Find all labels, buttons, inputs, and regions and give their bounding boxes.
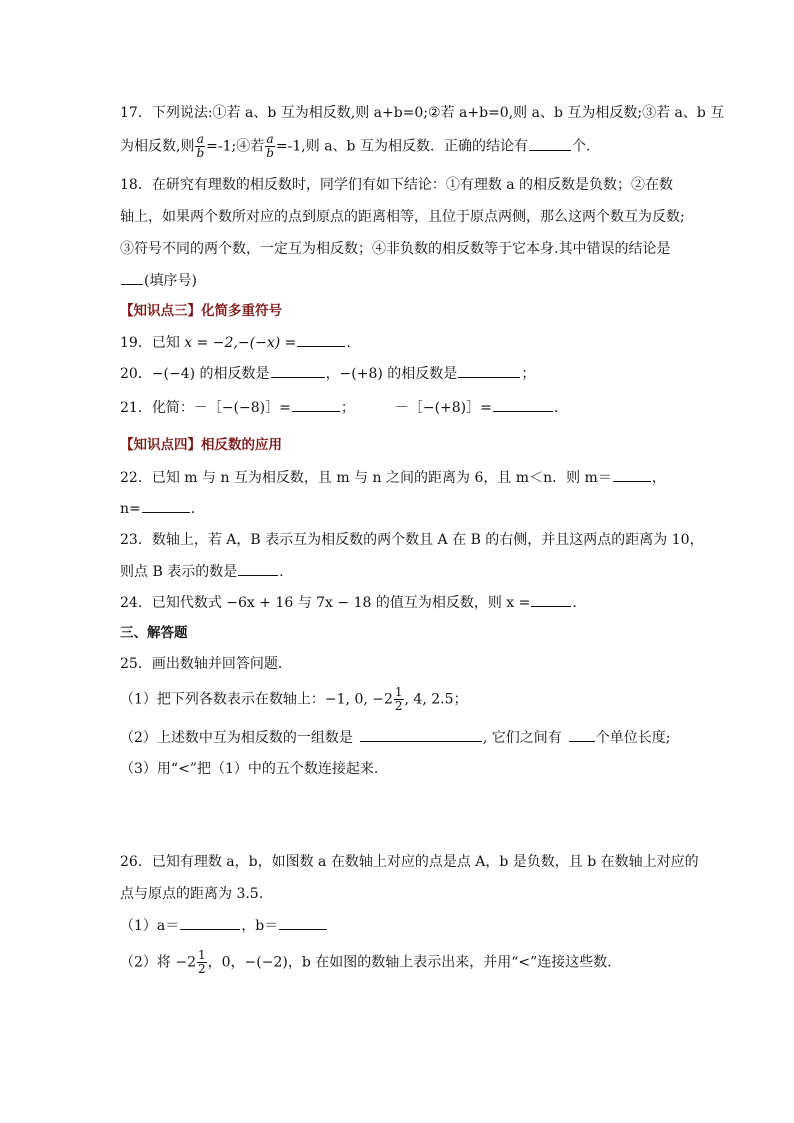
- q18-answer-blank[interactable]: [121, 270, 143, 285]
- q26-mixed-fraction: [197, 949, 207, 976]
- q17-frac-den-1: b: [196, 146, 205, 160]
- q17-line2: [120, 133, 590, 160]
- q17-text-a: 为相反数,则: [120, 138, 195, 155]
- q25-s1-text-a: （1）把下列各数表示在数轴上：−1, 0, −2: [120, 691, 393, 708]
- q21-answer-blank-1[interactable]: [292, 397, 340, 412]
- section-heading-4: 【知识点四】相反数的应用: [120, 437, 282, 453]
- q26-s1-text-b: ，b＝: [241, 918, 279, 934]
- q25-s1-text-b: , 4, 2.5；: [404, 691, 468, 708]
- q20-answer-blank-1[interactable]: [271, 363, 325, 378]
- q21-text-c: －［−(+8)］=: [394, 400, 492, 416]
- q22-text-b: ，: [651, 470, 666, 486]
- q23-text-a: 则点 B 表示的数是: [120, 564, 238, 580]
- q21-text-d: ．: [553, 400, 568, 416]
- q24-line: [120, 592, 586, 613]
- q26-line2: [120, 884, 263, 904]
- q25-sub2: [120, 727, 671, 748]
- q18-line3: [120, 239, 670, 259]
- q26-frac-num: 1: [198, 948, 206, 962]
- q17-text-b: =-1;④若: [206, 138, 265, 155]
- q18-line1: [120, 175, 673, 195]
- q26-s2-text-b: ，0，−(−2)，b 在如图的数轴上表示出来，并用“<”连接这些数．: [207, 954, 622, 971]
- q17-line1: [120, 103, 724, 123]
- q25-frac-num: 1: [394, 685, 403, 699]
- q25-mixed-fraction: [394, 686, 404, 713]
- q18-line4: [120, 270, 197, 291]
- q26-s1-text-a: （1）a＝: [120, 918, 180, 934]
- q26-s2-text-a: （2）将 −2: [120, 954, 196, 971]
- q23-text-b: ．: [279, 564, 294, 580]
- q25-s2-text-b: , 它们之间有: [482, 730, 562, 746]
- q26-sub1: [120, 915, 328, 936]
- q25-title: [120, 654, 292, 674]
- q17-text-c: =-1,则 a、b 互为相反数．正确的结论有: [275, 138, 528, 155]
- q17-text-d: 个.: [571, 138, 591, 155]
- q25-s2-text-c: 个单位长度;: [595, 730, 671, 746]
- q26-answer-blank-a[interactable]: [180, 915, 240, 930]
- q25-sub3: [120, 759, 388, 779]
- part-heading-3: 三、解答题: [120, 625, 188, 641]
- q19-prefix: 19．已知: [120, 335, 180, 351]
- q19-suffix: ．: [346, 335, 361, 351]
- q18-text-4: (填序号): [144, 273, 197, 289]
- q26-text-2: 点与原点的距离为 3.5.: [120, 886, 264, 902]
- q17-answer-blank[interactable]: [529, 136, 571, 151]
- q22-answer-blank-n[interactable]: [142, 498, 190, 513]
- q21-line: [120, 397, 568, 418]
- q17-frac-num-2: a: [266, 132, 274, 146]
- q21-text-a: 21．化简：－［−(−8)］=: [120, 400, 291, 416]
- q26-line1: [120, 852, 699, 872]
- q17-fraction-1: [195, 133, 205, 160]
- q21-answer-blank-2[interactable]: [493, 397, 553, 412]
- q18-text-1: 18．在研究有理数的相反数时，同学们有如下结论：①有理数 a 的相反数是负数；②在数: [120, 177, 674, 193]
- q24-text-b: ．: [572, 595, 587, 611]
- q18-text-3: ③符号不同的两个数，一定互为相反数；④非负数的相反数等于它本身.其中错误的结论是: [120, 241, 671, 257]
- q26-frac-den: 2: [198, 962, 206, 976]
- q21-text-b: ；: [340, 400, 355, 416]
- q23-answer-blank[interactable]: [238, 561, 278, 576]
- q17-frac-den-2: b: [266, 146, 274, 160]
- q23-line1: [120, 530, 704, 550]
- q26-text-1: 26．已知有理数 a，b，如图数 a 在数轴上对应的点是点 A，b 是负数，且 b 在数轴上对应的: [120, 854, 699, 870]
- q23-line2: [120, 561, 293, 582]
- q22-line2: [120, 498, 205, 519]
- q25-answer-blank-pair[interactable]: [360, 727, 482, 742]
- q24-text-a: 24．已知代数式 −6x + 16 与 7x − 18 的值互为相反数，则 x =: [120, 595, 531, 611]
- q19-line: [120, 332, 360, 353]
- q24-answer-blank[interactable]: [531, 592, 571, 607]
- q22-text-a: 22．已知 m 与 n 互为相反数，且 m 与 n 之间的距离为 6，且 m＜n．则 m＝: [120, 470, 612, 486]
- q22-answer-blank-m[interactable]: [613, 467, 651, 482]
- q18-line2: [120, 207, 685, 227]
- q26-sub2: [120, 949, 621, 976]
- section-heading-3: 【知识点三】化简多重符号: [120, 303, 282, 319]
- q17-frac-num-1: a: [196, 132, 204, 146]
- q17-line1-text: 17．下列说法:①若 a、b 互为相反数,则 a+b=0;②若 a+b=0,则 a、b 互为相反数;③若 a、b 互: [120, 105, 725, 121]
- q23-text-1: 23．数轴上，若 A，B 表示互为相反数的两个数且 A 在 B 的右侧，并且这两点的距离为 10，: [120, 532, 704, 548]
- q20-text-a: 20．−(−4) 的相反数是: [120, 366, 270, 382]
- q25-title-text: 25．画出数轴并回答问题．: [120, 656, 292, 672]
- q20-answer-blank-2[interactable]: [458, 363, 520, 378]
- q19-answer-blank[interactable]: [297, 332, 345, 347]
- q22-text-n: n=: [120, 501, 141, 517]
- q25-s3-text: （3）用“<”把（1）中的五个数连接起来．: [120, 761, 388, 777]
- q22-line1: [120, 467, 666, 488]
- q20-text-b: ，−(+8) 的相反数是: [325, 366, 458, 382]
- q25-s2-text-a: （2）上述数中互为相反数的一组数是: [120, 730, 353, 746]
- q20-text-c: ；: [521, 366, 536, 382]
- q18-text-2: 轴上，如果两个数所对应的点到原点的距离相等，且位于原点两侧，那么这两个数互为反数;: [120, 209, 685, 225]
- q25-sub1: [120, 686, 468, 713]
- q25-frac-den: 2: [394, 699, 403, 713]
- q25-answer-blank-units[interactable]: [569, 727, 595, 742]
- q22-text-c: ．: [190, 501, 205, 517]
- q19-expression: x = −2,−(−x) =: [184, 335, 297, 351]
- q20-line: [120, 363, 535, 384]
- q26-answer-blank-b[interactable]: [279, 915, 327, 930]
- q17-fraction-2: [265, 133, 275, 160]
